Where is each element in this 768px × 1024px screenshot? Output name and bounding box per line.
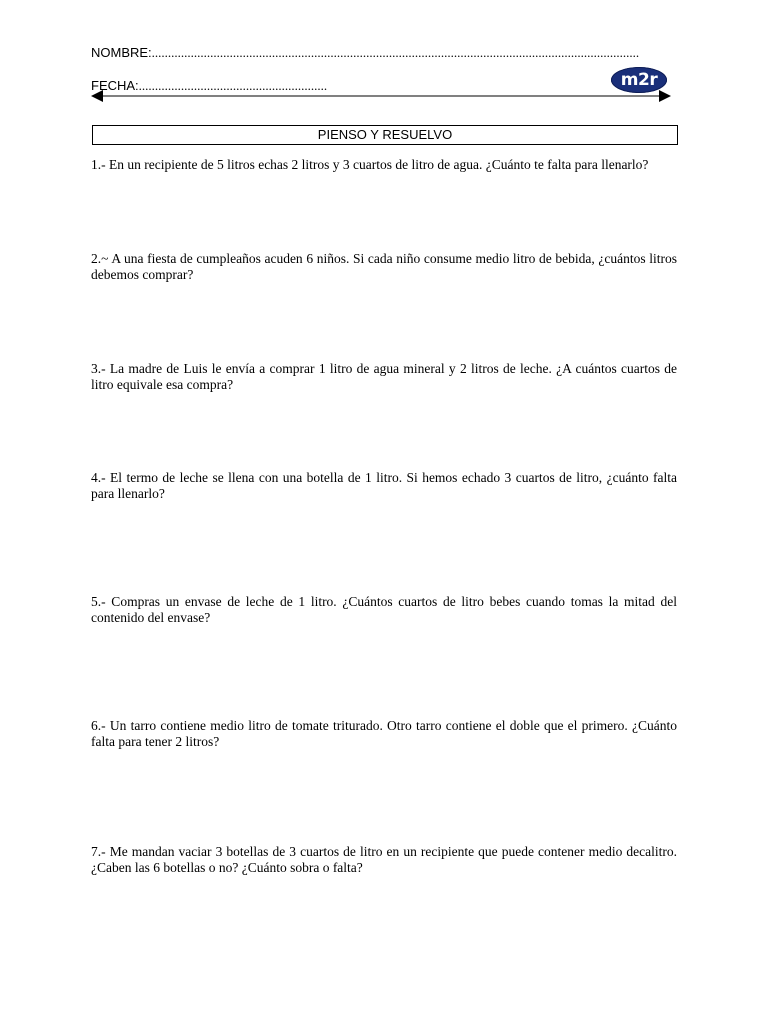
problem-3: 3.- La madre de Luis le envía a comprar 1 litro de agua mineral y 2 litros de leche. ¿A cuántos cuartos de litro equivale esa compra? [91, 361, 677, 392]
problem-2: 2.~ A una fiesta de cumpleaños acuden 6 niños. Si cada niño consume medio litro de bebida, ¿cuántos litros debemos comprar? [91, 251, 677, 282]
double-arrow-rule [91, 89, 671, 103]
fecha-label: FECHA: [91, 78, 139, 93]
nombre-field [91, 45, 639, 61]
m2r-logo [611, 67, 667, 93]
fecha-dots: .......................................................... [138, 78, 328, 93]
nombre-dots: ...................................................................................................................................................... [151, 45, 640, 60]
problem-4: 4.- El termo de leche se llena con una botella de 1 litro. Si hemos echado 3 cuartos de litro, ¿cuánto falta para llenarlo? [91, 470, 677, 501]
problem-5: 5.- Compras un envase de leche de 1 litro. ¿Cuántos cuartos de litro bebes cuando tomas la mitad del contenido del envase? [91, 594, 677, 625]
problem-1: 1.- En un recipiente de 5 litros echas 2 litros y 3 cuartos de litro de agua. ¿Cuánto te falta para llenarlo? [91, 157, 649, 172]
problem-6: 6.- Un tarro contiene medio litro de tomate triturado. Otro tarro contiene el doble que el primero. ¿Cuánto falta para tener 2 litros? [91, 718, 677, 749]
nombre-label: NOMBRE: [91, 45, 152, 60]
problem-7: 7.- Me mandan vaciar 3 botellas de 3 cuartos de litro en un recipiente que puede contener medio decalitro. ¿Caben las 6 botellas o no? ¿Cuánto sobra o falta? [91, 844, 677, 875]
logo-text: m2r [620, 70, 658, 90]
worksheet-title: PIENSO Y RESUELVO [92, 125, 678, 145]
